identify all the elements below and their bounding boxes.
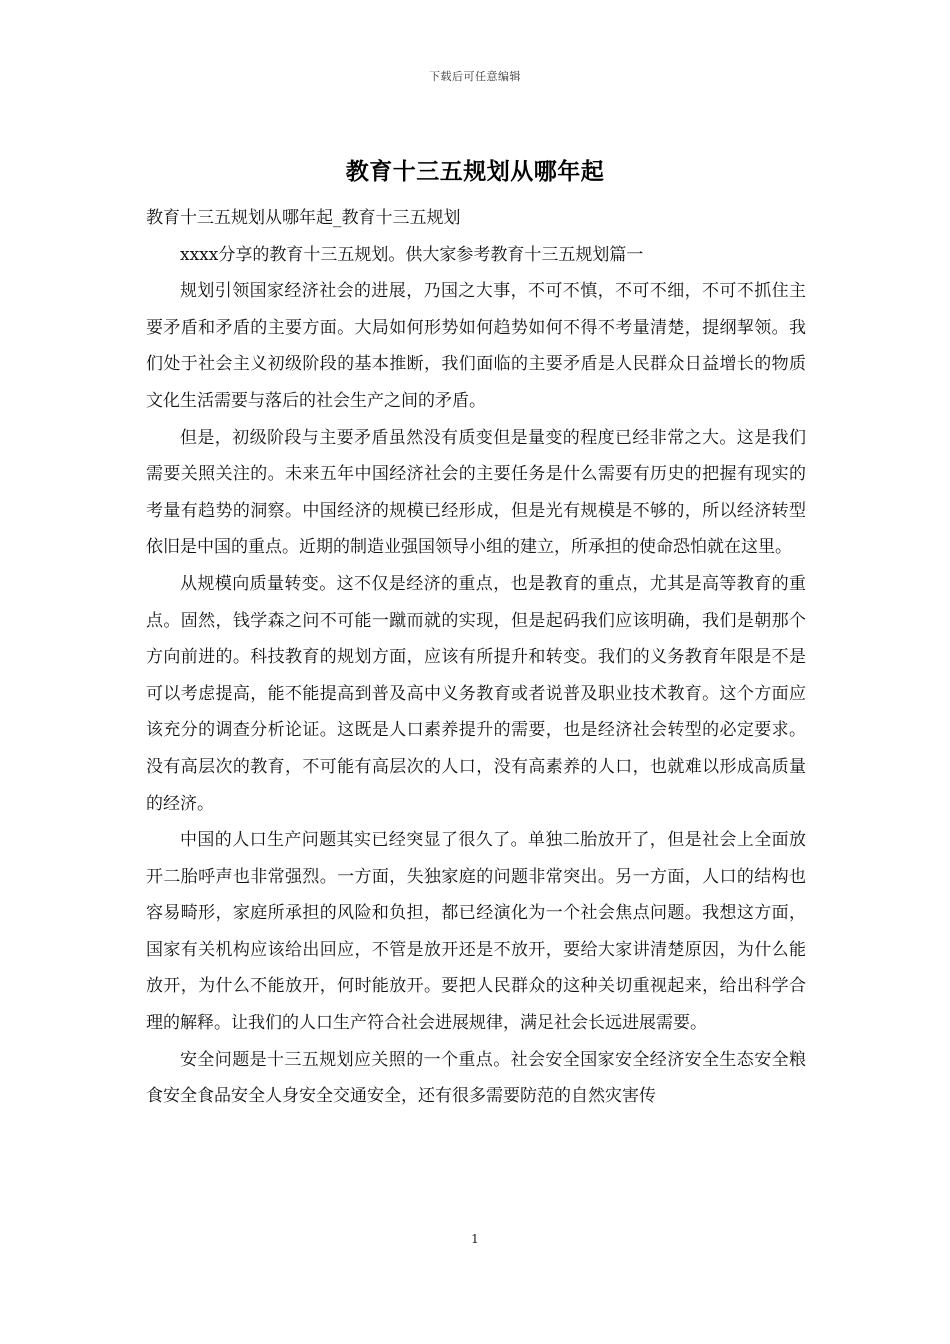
document-subtitle: 教育十三五规划从哪年起_教育十三五规划 bbox=[146, 208, 461, 228]
body-paragraph: 但是，初级阶段与主要矛盾虽然没有质变但是量变的程度已经非常之大。这是我们需要关照关注的。未来五年中国经济社会的主要任务是什么需要有历史的把握有现实的考量有趋势的洞察。中国经济的规模已经形成，但是光有规模是不够的，所以经济转型依旧是中国的重点。近期的制造业强国领导小组的建立，所承担的使命恐怕就在这里。 bbox=[146, 427, 806, 558]
body-paragraph: 规划引领国家经济社会的进展，乃国之大事，不可不慎，不可不细，不可不抓住主要矛盾和矛盾的主要方面。大局如何形势如何趋势如何不得不考量清楚，提纲挈领。我们处于社会主义初级阶段的基本推断，我们面临的主要矛盾是人民群众日益增长的物质文化生活需要与落后的社会生产之间的矛盾。 bbox=[146, 281, 806, 411]
body-paragraph: 中国的人口生产问题其实已经突显了很久了。单独二胎放开了，但是社会上全面放开二胎呼声也非常强烈。一方面，失独家庭的问题非常突出。另一方面，人口的结构也容易畸形，家庭所承担的风险和负担，都已经演化为一个社会焦点问题。我想这方面，国家有关机构应该给出回应，不管是放开还是不放开，要给大家讲清楚原因，为什么能放开，为什么不能放开，何时能放开。要把人民群众的这种关切重视起来，给出科学合理的解释。让我们的人口生产符合社会进展规律，满足社会长远进展需要。 bbox=[146, 830, 806, 1034]
document-body bbox=[146, 200, 806, 1115]
document-title: 教育十三五规划从哪年起 bbox=[345, 158, 605, 185]
page-number: 1 bbox=[471, 1232, 479, 1246]
body-paragraph: 从规模向质量转变。这不仅是经济的重点，也是教育的重点，尤其是高等教育的重点。固然，钱学森之问不可能一蹴而就的实现，但是起码我们应该明确，我们是朝那个方向前进的。科技教育的规划方面，应该有所提升和转变。我们的义务教育年限是不是可以考虑提高，能不能提高到普及高中义务教育或者说普及职业技术教育。这个方面应该充分的调查分析论证。这既是人口素养提升的需要，也是经济社会转型的必定要求。没有高层次的教育，不可能有高层次的人口，没有高素养的人口，也就难以形成高质量的经济。 bbox=[146, 573, 806, 814]
body-paragraph: 安全问题是十三五规划应关照的一个重点。社会安全国家安全经济安全生态安全粮食安全食品安全人身安全交通安全，还有很多需要防范的自然灾害传 bbox=[146, 1049, 806, 1107]
header-note: 下载后可任意编辑 bbox=[429, 70, 521, 83]
body-paragraph: xxxx分享的教育十三五规划。供大家参考教育十三五规划篇一 bbox=[180, 244, 644, 265]
